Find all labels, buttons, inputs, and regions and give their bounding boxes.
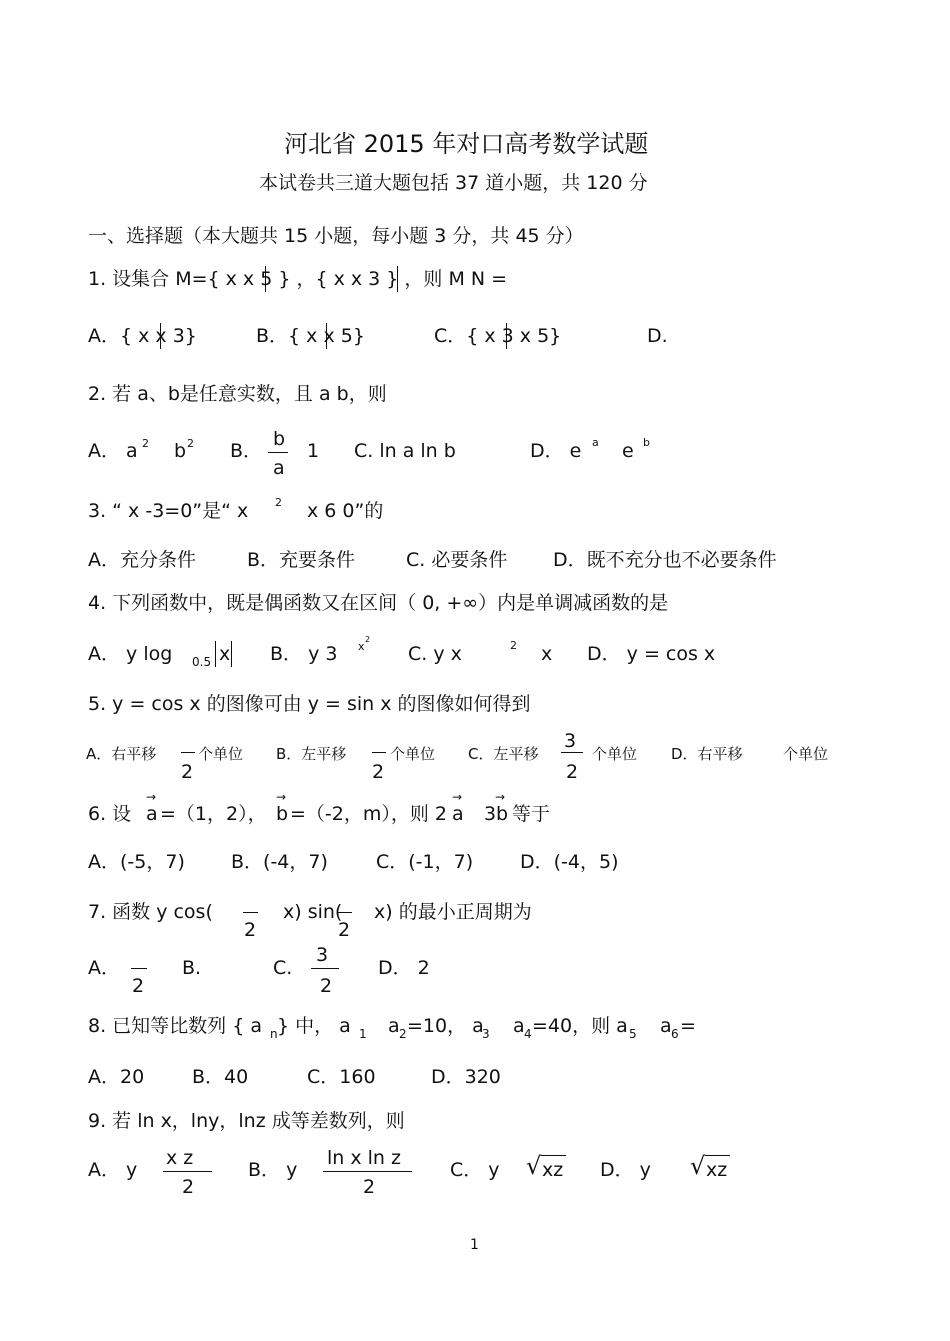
fraction-bar	[323, 1171, 412, 1172]
question-2-option-a: A． a	[88, 440, 138, 462]
set-bar	[506, 323, 507, 349]
question-7-option-c: C.	[273, 957, 293, 979]
fraction-denominator: 2	[363, 1176, 376, 1198]
question-8-option-a: A．20	[88, 1066, 145, 1088]
question-5-option-d: D．右平移	[671, 745, 743, 763]
fraction-bar	[337, 912, 352, 913]
fraction-denominator: 2	[566, 761, 579, 783]
question-1-option-b: B．{ x x 5}	[256, 325, 365, 347]
question-8-option-c: C．160	[307, 1066, 376, 1088]
fraction-denominator: 2	[244, 919, 257, 941]
expression: =（-2，m），则 2	[290, 803, 448, 825]
expression: a	[388, 1015, 400, 1037]
question-3-option-b: B．充要条件	[247, 549, 356, 571]
set-bar	[265, 266, 266, 292]
fraction-denominator: 2	[320, 975, 333, 997]
radicand: xz	[706, 1159, 728, 1181]
fraction-denominator: 2	[372, 761, 385, 783]
vector-a: a	[146, 803, 158, 825]
question-9-option-b: B． y	[248, 1159, 298, 1181]
question-7-option-b: B.	[182, 957, 202, 979]
question-2-option-b: B．	[230, 440, 263, 462]
subscript: 0.5	[192, 655, 212, 669]
fraction-numerator: x z	[166, 1147, 194, 1169]
expression: x	[541, 643, 553, 665]
abs-bar	[215, 641, 216, 667]
fraction-denominator: a	[273, 457, 285, 479]
page-title: 河北省 2015 年对口高考数学试题	[284, 130, 649, 158]
question-6-stem: 6. 设	[88, 803, 132, 825]
subscript: 1	[359, 1027, 367, 1041]
option-unit: 个单位	[198, 745, 244, 763]
question-1-option-a: A．{ x x 3}	[88, 325, 197, 347]
vector-b: b	[496, 803, 509, 825]
superscript: b	[643, 436, 650, 449]
fraction-bar	[372, 752, 386, 753]
question-6-option-b: B．(-4，7)	[231, 851, 328, 873]
question-9-option-a: A． y	[88, 1159, 138, 1181]
vector-arrow: →	[495, 790, 506, 804]
question-9-option-c: C． y	[450, 1159, 500, 1181]
question-4-option-a: A． y log	[88, 643, 173, 665]
superscript: x	[358, 640, 365, 653]
expression: 1	[307, 440, 320, 462]
question-3-stem-tail: x 6 0”的	[307, 500, 384, 522]
subscript: 2	[399, 1027, 407, 1041]
superscript: 2	[365, 635, 371, 644]
expression: x) 的最小正周期为	[374, 901, 532, 923]
expression: =40，则 a	[532, 1015, 628, 1037]
fraction-denominator: 2	[338, 919, 351, 941]
expression: 3	[484, 803, 497, 825]
question-5-option-a: A．右平移	[86, 745, 157, 763]
question-3-stem: 3. “ x -3=0”是“ x	[88, 500, 249, 522]
fraction-bar	[561, 752, 583, 753]
fraction-numerator: 3	[316, 944, 329, 966]
question-4-option-b: B． y 3	[270, 643, 338, 665]
question-1-option-c: C．{ x 3 x 5}	[434, 325, 562, 347]
subscript: 3	[482, 1027, 490, 1041]
page-subtitle: 本试卷共三道大题包括 37 道小题，共 120 分	[259, 172, 648, 194]
option-unit: 个单位	[592, 745, 638, 763]
fraction-denominator: 2	[132, 975, 145, 997]
question-8-option-d: D．320	[431, 1066, 501, 1088]
abs-bar	[231, 641, 232, 667]
fraction-bar	[181, 752, 195, 753]
subscript: 5	[629, 1027, 637, 1041]
question-3-option-a: A．充分条件	[88, 549, 196, 571]
fraction-numerator: ln x ln z	[327, 1147, 401, 1169]
superscript: 2	[187, 437, 194, 450]
question-5-option-b: B．左平移	[276, 745, 347, 763]
question-1-option-d: D.	[647, 325, 668, 347]
expression: x	[219, 643, 231, 665]
question-7-option-d: D． 2	[378, 957, 430, 979]
question-9-option-d: D． y	[600, 1159, 651, 1181]
question-7-stem: 7. 函数 y cos(	[88, 901, 213, 923]
radical-sign: √	[526, 1152, 542, 1180]
fraction-bar	[311, 968, 339, 969]
vector-b: b	[276, 803, 289, 825]
expression: e	[622, 440, 634, 462]
expression: a	[660, 1015, 672, 1037]
option-unit: 个单位	[783, 745, 829, 763]
question-7-option-a: A．	[88, 957, 120, 979]
section-heading: 一、选择题（本大题共 15 小题，每小题 3 分，共 45 分）	[88, 225, 584, 247]
question-3-option-d: D．既不充分也不必要条件	[553, 549, 777, 571]
question-1-stem: 1. 设集合 M={ x x 5 } ，{ x x 3 } ，则 M N =	[88, 268, 508, 290]
expression: x) sin(	[283, 901, 343, 923]
expression: =（1，2），	[160, 803, 267, 825]
question-8-option-b: B．40	[192, 1066, 249, 1088]
radical-bar	[541, 1155, 566, 1156]
question-4-option-c: C. y x	[408, 643, 462, 665]
fraction-bar	[163, 1171, 212, 1172]
question-3-option-c: C. 必要条件	[406, 549, 508, 571]
fraction-numerator: b	[273, 428, 286, 450]
question-2-option-c: C. ln a ln b	[354, 440, 456, 462]
superscript: a	[592, 436, 599, 449]
question-5-option-c: C．左平移	[468, 745, 539, 763]
set-bar	[160, 323, 161, 349]
superscript: 2	[142, 437, 149, 450]
expression: =10， a	[407, 1015, 484, 1037]
vector-arrow: →	[276, 790, 287, 804]
superscript: 2	[275, 496, 282, 509]
question-4-stem: 4. 下列函数中，既是偶函数又在区间（ 0, +∞）内是单调减函数的是	[88, 592, 669, 614]
expression: } 中， a	[277, 1015, 351, 1037]
question-9-stem: 9. 若 ln x，lny，lnz 成等差数列，则	[88, 1110, 405, 1132]
expression: =	[680, 1015, 696, 1037]
page-number: 1	[470, 1237, 479, 1253]
vector-a: a	[452, 803, 464, 825]
question-2-option-d: D． e	[530, 440, 582, 462]
expression: a	[513, 1015, 525, 1037]
fraction-numerator: 3	[564, 730, 577, 752]
option-unit: 个单位	[390, 745, 436, 763]
fraction-denominator: 2	[182, 1176, 195, 1198]
vector-arrow: →	[452, 790, 463, 804]
radical-sign: √	[690, 1152, 706, 1180]
set-bar	[397, 266, 398, 292]
set-bar	[326, 323, 327, 349]
question-2-stem: 2. 若 a、b是任意实数，且 a b，则	[88, 383, 387, 405]
subscript: 6	[671, 1027, 679, 1041]
fraction-denominator: 2	[181, 761, 194, 783]
fraction-bar	[131, 968, 147, 969]
vector-arrow: →	[146, 790, 157, 804]
question-6-option-c: C．(-1，7)	[376, 851, 474, 873]
question-6-option-a: A．(-5，7)	[88, 851, 185, 873]
fraction-bar	[268, 452, 288, 453]
radical-bar	[705, 1155, 730, 1156]
question-6-option-d: D．(-4，5)	[520, 851, 619, 873]
subscript: n	[270, 1027, 278, 1041]
superscript: 2	[510, 639, 517, 652]
question-8-stem: 8. 已知等比数列 { a	[88, 1015, 262, 1037]
expression: b	[174, 440, 187, 462]
radicand: xz	[542, 1159, 564, 1181]
expression: 等于	[512, 803, 551, 825]
subscript: 4	[524, 1027, 532, 1041]
question-4-option-d: D． y = cos x	[587, 643, 716, 665]
question-5-stem: 5. y = cos x 的图像可由 y = sin x 的图像如何得到	[88, 693, 531, 715]
fraction-bar	[243, 912, 258, 913]
